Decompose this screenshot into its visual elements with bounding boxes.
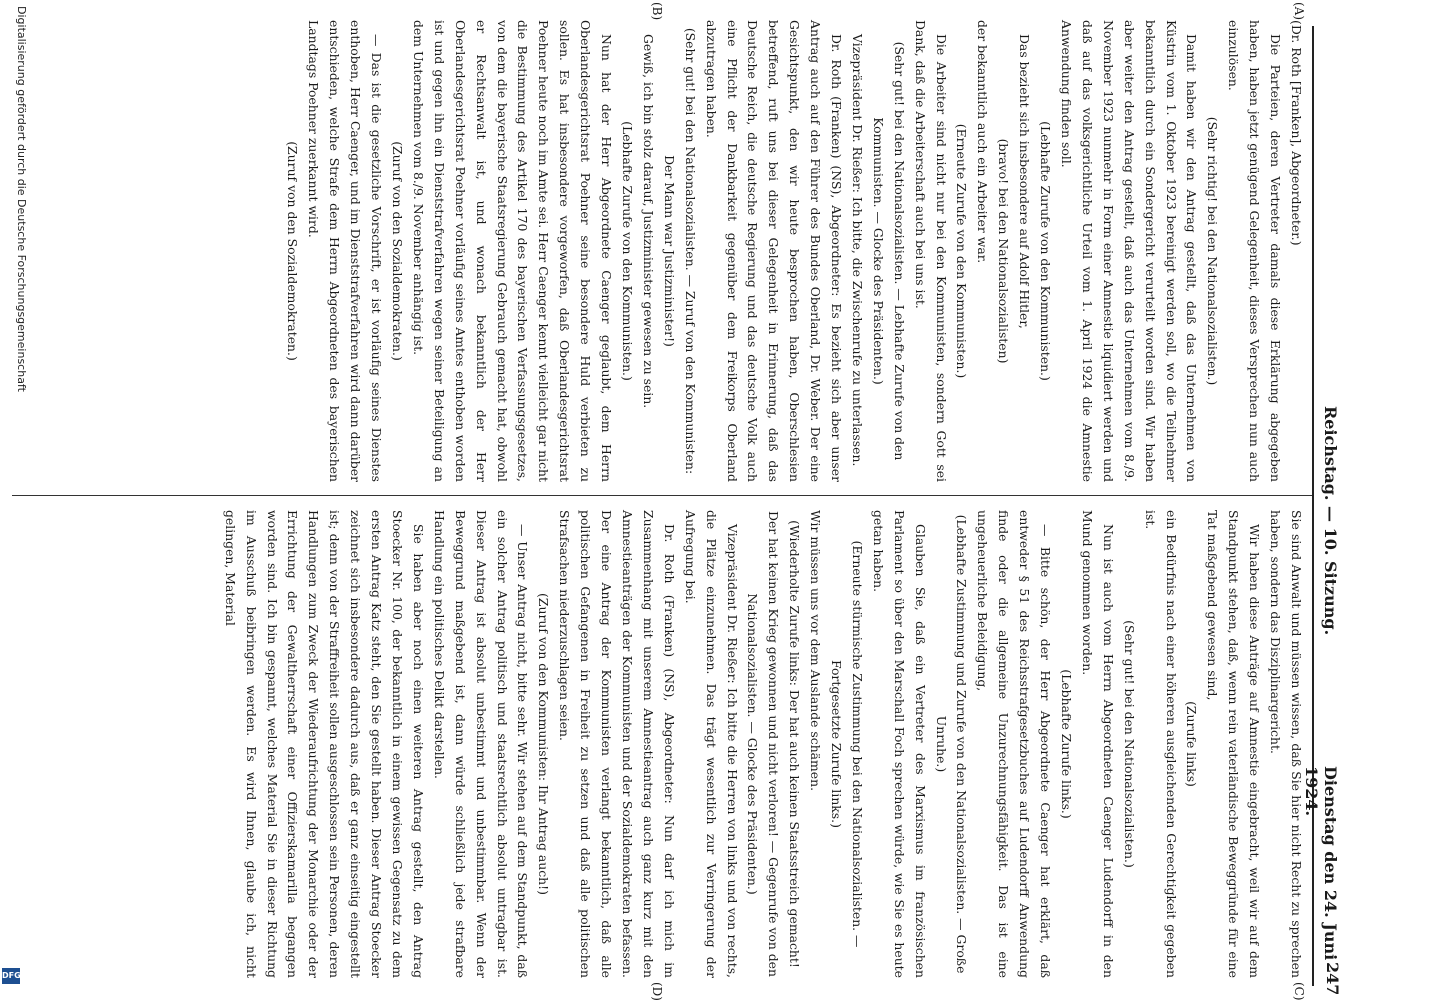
interjection: (Zuruf von den Sozialdemokraten.)	[285, 141, 301, 361]
paragraph: der bekanntlich auch ein Arbeiter war.	[975, 20, 991, 264]
speaker-paragraph: Vizepräsident Dr. Rießer: Ich bitte, die Zwischenrufe zu unterlassen.	[849, 34, 865, 467]
margin-mark-c: (C)	[1292, 982, 1306, 1001]
paragraph: — Unser Antrag nicht, bitte sehr. Wir stehen auf dem Standpunkt, daß ein solcher Antrag politisch und staatsrechtlich absolut untragbar ist. Dieser Antrag ist absolut unbestimmt und unbestimmbar. Wenn der Beweggrund maßgebend ist, dann würde schließlich jede strafbare Handlung ein politisches Delikt darstellen.	[431, 510, 531, 978]
paragraph: — Bitte schön, der Herr Abgeordnete Caenger hat erklärt, daß entweder § 51 des Reichsstrafgesetzbuches auf Ludendorff Anwendung finde oder die allgemeine Unzurechnungsfähigkeit. Das ist eine ungeheuerliche Beleidigung,	[975, 510, 1054, 978]
speaker-paragraph: Vizepräsident Dr. Rießer: Ich bitte die Herren von links und von rechts, die Plätze einzunehmen. Das trägt wesentlich zur Verringerung der Aufregung bei.	[682, 510, 740, 978]
interjection: (Lebhafte Zustimmung und Zurufe von den Nationalsozialisten. — Große Unruhe.)	[933, 514, 970, 974]
paragraph: Die Parteien, deren Vertreter damals diese Erklärung abgegeben haben, haben jetzt genügend Gelegenheit, dieses Versprechen nun auch einzulösen.	[1226, 20, 1284, 482]
paragraph: Das bezieht sich insbesondere auf Adolf Hitler,	[1017, 34, 1033, 329]
interjection: (Sehr gut! bei den Nationalsozialisten. — Lebhafte Zurufe von den Kommunisten. — Glocke des Präsidenten.)	[870, 41, 907, 461]
interjection: (Sehr richtig! bei den Nationalsozialisten.)	[1205, 116, 1221, 386]
paragraph: Wir müssen uns vor dem Auslande schämen.	[808, 510, 824, 792]
text-column-right	[219, 510, 1306, 978]
interjection: (Zuruf von den Kommunisten: Ihr Antrag auch!)	[536, 593, 552, 895]
page-header	[1302, 26, 1340, 986]
interjection: (bravo! bei den Nationalsozialisten)	[996, 138, 1012, 364]
interjection: (Erneute stürmische Zustimmung bei den Nationalsozialisten. — Fortgesetzte Zurufe links.)	[829, 540, 865, 948]
interjection: (Wiederholte Zurufe links: Der hat auch keinen Staatsstreich gemacht! Der hat keinen Krieg gewonnen und nicht verloren! — Gegenrufe von den Nationalsozialisten. — Glocke des Präsidenten.)	[745, 511, 803, 977]
margin-mark-d: (D)	[650, 982, 664, 1001]
paragraph: Sie sind Anwalt und müssen wissen, daß Sie hier nicht Recht zu sprechen haben, sondern das Disziplinargericht.	[1268, 510, 1304, 978]
funding-footer	[8, 0, 32, 1000]
margin-mark-b: (B)	[650, 2, 664, 21]
margin-mark-a: (A)	[1292, 2, 1306, 21]
header-right: Dienstag den 24. Juni 1924.	[1302, 766, 1340, 961]
paragraph: Die Arbeiter sind nicht nur bei den Kommunisten, sondern Gott sei Dank, daß die Arbeiterschaft auch bei uns ist.	[912, 20, 949, 482]
interjection: (Sehr gut! bei den Nationalsozialisten. — Zuruf von den Kommunisten: Der Mann war Justizminister!)	[661, 27, 698, 475]
paragraph: Nun ist auch vom Herrn Abgeordneten Caenger Ludendorff in den Mund genommen worden.	[1079, 510, 1116, 978]
paragraph: — Das ist die gesetzliche Vorschrift, er ist vorläufig seines Dienstes enthoben, Herr Caenger, und im Dienststrafverfahren wird dann darüber entschieden, welche Strafe dem Herrn Abgeordneten des bayerischen Landtags Poehner zuerkannt wird.	[306, 20, 385, 482]
paragraph: ein Bedürfnis nach einer höheren ausgleichenden Gerechtigkeit gegeben ist.	[1142, 510, 1179, 978]
interjection: (Sehr gut! bei den Nationalsozialisten.)	[1121, 620, 1137, 868]
interjection: (Zurufe links)	[1184, 701, 1200, 787]
funding-note: Digitalisierung gefördert durch die Deutsche Forschungsgemeinschaft	[15, 6, 28, 392]
interjection: (Lebhafte Zurufe von den Kommunisten.)	[620, 121, 635, 381]
text-column-left	[282, 20, 1306, 482]
paragraph: (Dr. Roth [Franken], Abgeordneter.)	[1289, 20, 1304, 246]
paragraph: Sie haben aber noch einen weiteren Antrag gestellt, den Antrag Stoecker Nr. 100, der bekanntlich in einem gewissen Gegensatz zu dem ersten Antrag Katz steht, den Sie gestellt haben. Dieser Antrag Stoecker zeichnet sich insbesondere dadurch aus, daß er ganz einseitig eingestellt ist; denn von der Straffreiheit sollen ausgeschlossen sein Personen, deren Handlungen zum Zweck der Wiederaufrichtung der Monarchie oder der Errichtung der Gewaltherrschaft einer Offizierskamarilla begangen worden sind. Ich bin gespannt, welches Material Sie in dieser Richtung im Ausschuß beibringen werden. Es wird Ihnen, glaube ich, nicht gelingen, Material	[222, 510, 426, 978]
paragraph: Damit haben wir den Antrag gestellt, daß das Unternehmen von Küstrin vom 1. Oktober 1923 bereinigt werden soll, wo die Teilnehmer bekanntlich durch ein Sondergericht verurteilt worden sind. Wir haben aber weiter den Antrag gestellt, daß auch das Unternehmen vom 8./9. November 1923 nunmehr in Form einer Amnestie liquidiert werden und daß auf das volksgerichtliche Urteil vom 1. April 1924 die Amnestie Anwendung finden soll.	[1059, 20, 1200, 482]
paragraph: Nun hat der Herr Abgeordnete Caenger geglaubt, dem Herrn Oberlandesgerichtsrat Poehner seine besondere Huld verbieten zu sollen. Es hat insbesondere vorgeworfen, daß Oberlandesgerichtsrat Poehner heute noch im Amte sei. Herr Caenger kennt vielleicht gar nicht die Bestimmung des Artikel 170 des bayerischen Verfassungsgesetzes, von dem die bayerische Staatsregierung Gebrauch gemacht hat, obwohl er Rechtsanwalt ist, und wonach bekanntlich der Herr Oberlandesgerichtsrat Poehner vorläufig seines Amtes enthoben worden ist und gegen ihn ein Dienststrafverfahren wegen seiner Beteiligung an dem Unternehmen vom 8./9. November anhängig ist.	[410, 20, 615, 482]
speaker-paragraph: Dr. Roth (Franken) (NS), Abgeordneter: Nun darf ich mich im Zusammenhang mit unserem Amnestieantrag auch ganz kurz mit den Amnestieanträgen der Kommunisten und der Sozialdemokraten befassen. Der eine Antrag der Kommunisten verlangt bekanntlich, daß alle politischen Gefangenen in Freiheit zu setzen und daß alle politischen Strafsachen niederzuschlagen seien.	[557, 510, 677, 978]
interjection: (Zuruf von den Sozialdemokraten.)	[390, 141, 406, 361]
paragraph: Gewiß, ich bin stolz darauf, Justizminister gewesen zu sein.	[640, 34, 656, 409]
dfg-logo: DFG	[2, 968, 20, 984]
speaker-paragraph: Dr. Roth (Franken) (NS), Abgeordneter: Es bezieht sich aber unser Antrag auch auf den Führer des Bundes Oberland, Dr. Weber. Der eine Gesichtspunkt, den wir heute besprochen haben, Oberschlesien betreffend, ruft uns bei dieser Gelegenheit in Erinnerung, daß das Deutsche Reich, die deutsche Regierung und das deutsche Volk auch eine Pflicht der Dankbarkeit gegenüber dem Freikorps Oberland abzutragen haben.	[703, 20, 845, 482]
paragraph: Glauben Sie, daß ein Vertreter des Marxismus im französischen Parlament so über den Marschall Foch sprechen würde, wie Sie es heute getan haben.	[870, 510, 928, 978]
header-left: Reichstag. — 10. Sitzung.	[1321, 406, 1340, 636]
page-number: 247	[1323, 962, 1342, 996]
paragraph: Wir haben diese Anträge auf Amnestie eingebracht, weil wir auf dem Standpunkt stehen, daß, wenn rein vaterländische Beweggründe für eine Tat maßgebend gewesen sind,	[1205, 510, 1263, 978]
interjection: (Erneute Zurufe von den Kommunisten.)	[954, 123, 970, 379]
column-divider	[12, 495, 1312, 496]
interjection: (Lebhafte Zurufe von den Kommunisten.)	[1038, 121, 1054, 381]
interjection: (Lebhafte Zurufe links.)	[1059, 669, 1075, 819]
